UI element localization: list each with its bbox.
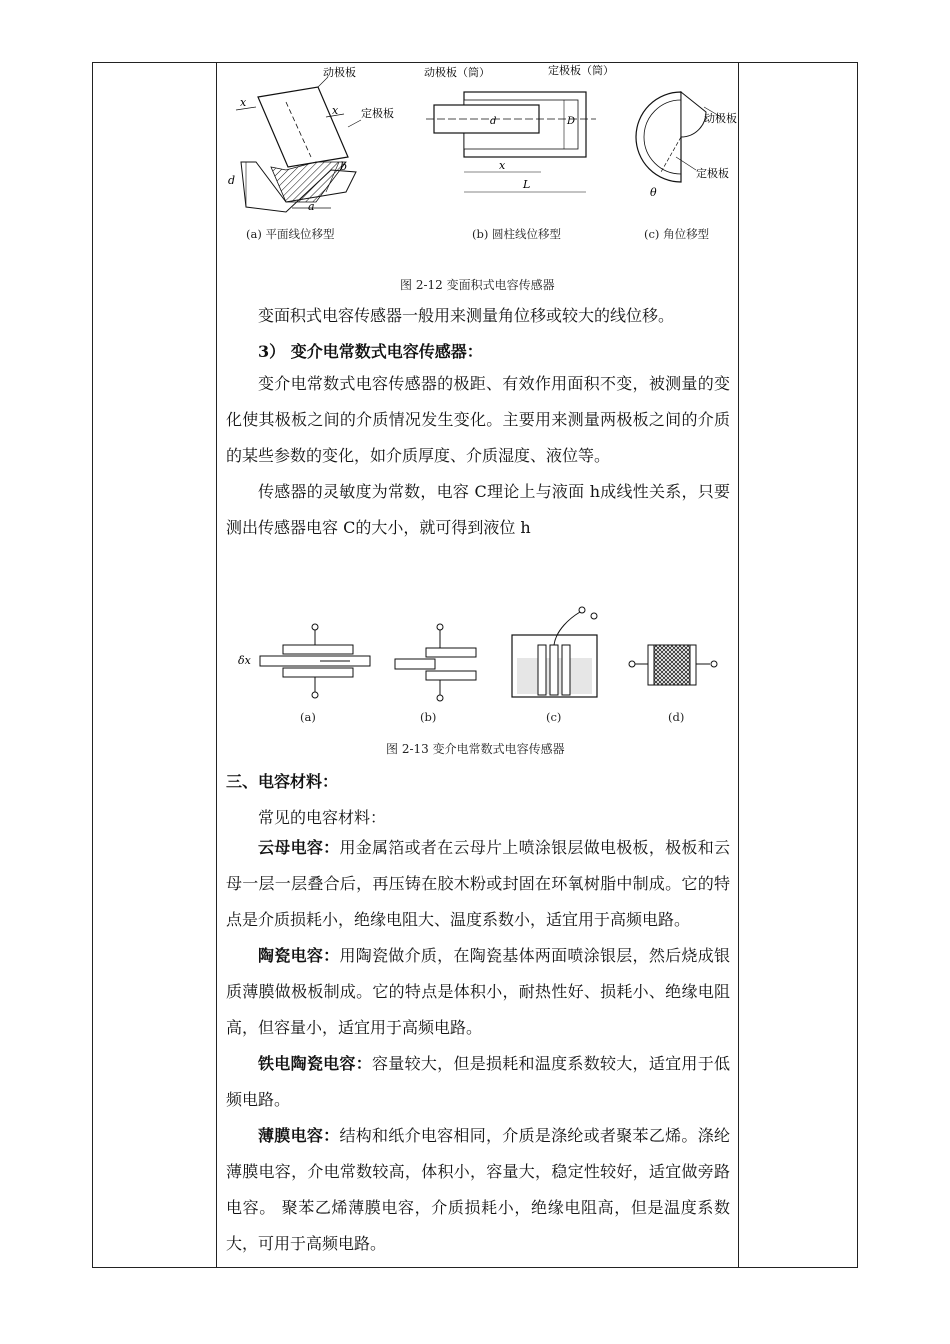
svg-text:L: L [523, 178, 531, 191]
svg-text:b: b [340, 160, 348, 173]
cylinder-sensor-diagram [424, 63, 614, 192]
dielectric-sensor-d [629, 645, 717, 685]
fig13-sub-d: (d) [668, 710, 685, 724]
figure-2-12-caption: 图 2-12 变面积式电容传感器 [400, 278, 555, 292]
svg-text:D: D [567, 116, 576, 127]
svg-text:定极板: 定极板 [696, 167, 729, 180]
svg-text:θ: θ [650, 186, 657, 199]
dielectric-sensor-a [238, 624, 370, 698]
svg-text:动极板: 动极板 [704, 112, 737, 125]
planar-sensor-diagram [228, 65, 394, 213]
fig13-sub-a: (a) [300, 710, 316, 724]
fig12-sub-b: (b) 圆柱线位移型 [472, 227, 561, 241]
term-text: 用金属箔或者在云母片上喷涂银层做电极板，极板和云母一层一层叠合后，再压铸在胶木粉或封固在环氧树脂中制成。它的特点是介质损耗小，绝缘电阻大、温度系数小，适宜用于高频电路。 [226, 838, 730, 929]
svg-text:d: d [490, 116, 497, 127]
paragraph: 常见的电容材料： [258, 808, 387, 827]
paragraph: 变介电常数式电容传感器的极距、有效作用面积不变，被测量的变化使其极板之间的介质情况发生变化。主要用来测量两极板之间的介质的某些参数的变化，如介质厚度、介质湿度、液位等。 [226, 374, 730, 465]
svg-text:x: x [332, 104, 339, 117]
mica-capacitor-paragraph [226, 830, 730, 938]
term-label: 薄膜电容： [258, 1126, 340, 1145]
paragraph: 传感器的灵敏度为常数，电容 C理论上与液面 h成线性关系，只要测出传感器电容 C的大小，就可得到液位 h [226, 482, 730, 537]
svg-text:x: x [240, 96, 247, 109]
svg-text:δx: δx [238, 654, 251, 667]
film-capacitor-paragraph [226, 1118, 730, 1262]
fig13-sub-b: (b) [420, 710, 437, 724]
dielectric-sensor-c [512, 607, 597, 697]
fig12-sub-a: (a) 平面线位移型 [246, 227, 335, 241]
subheading: 3） 变介电常数式电容传感器： [258, 342, 483, 361]
column-divider [216, 63, 217, 1267]
svg-text:定极板（筒）: 定极板（筒） [548, 64, 614, 77]
term-text: 容量较大，但是损耗和温度系数较大，适宜用于低频电路。 [226, 1054, 730, 1109]
svg-text:x: x [499, 159, 506, 172]
dielectric-sensor-b [395, 624, 476, 701]
angular-sensor-diagram [636, 92, 737, 199]
paragraph: 变面积式电容传感器一般用来测量角位移或较大的线位移。 [258, 306, 675, 325]
section-heading: 三、电容材料： [226, 772, 339, 791]
ceramic-capacitor-paragraph [226, 938, 730, 1046]
term-label: 陶瓷电容： [258, 946, 340, 965]
term-text: 用陶瓷做介质，在陶瓷基体两面喷涂银层，然后烧成银质薄膜做极板制成。它的特点是体积小，耐热性好、损耗小、绝缘电阻高，但容量小，适宜用于高频电路。 [226, 946, 730, 1037]
term-text: 结构和纸介电容相同，介质是涤纶或者聚苯乙烯。涤纶薄膜电容，介电常数较高，体积小，容量大，稳定性较好，适宜做旁路电容。 聚苯乙烯薄膜电容，介质损耗小，绝缘电阻高，但是温度系数大，可用于高频电路。 [226, 1126, 730, 1253]
svg-text:定极板: 定极板 [361, 107, 394, 120]
fig12-sub-c: (c) 角位移型 [644, 227, 710, 241]
svg-text:动极板（筒）: 动极板（筒） [424, 66, 490, 79]
svg-text:动极板: 动极板 [323, 66, 356, 79]
fig13-sub-c: (c) [546, 710, 562, 724]
svg-text:d: d [228, 174, 236, 187]
term-label: 云母电容： [258, 838, 340, 857]
figure-2-12 [226, 62, 746, 252]
svg-text:a: a [308, 200, 315, 213]
term-label: 铁电陶瓷电容： [258, 1054, 372, 1073]
figure-2-13-caption: 图 2-13 变介电常数式电容传感器 [386, 742, 565, 756]
ferroelectric-capacitor-paragraph [226, 1046, 730, 1118]
